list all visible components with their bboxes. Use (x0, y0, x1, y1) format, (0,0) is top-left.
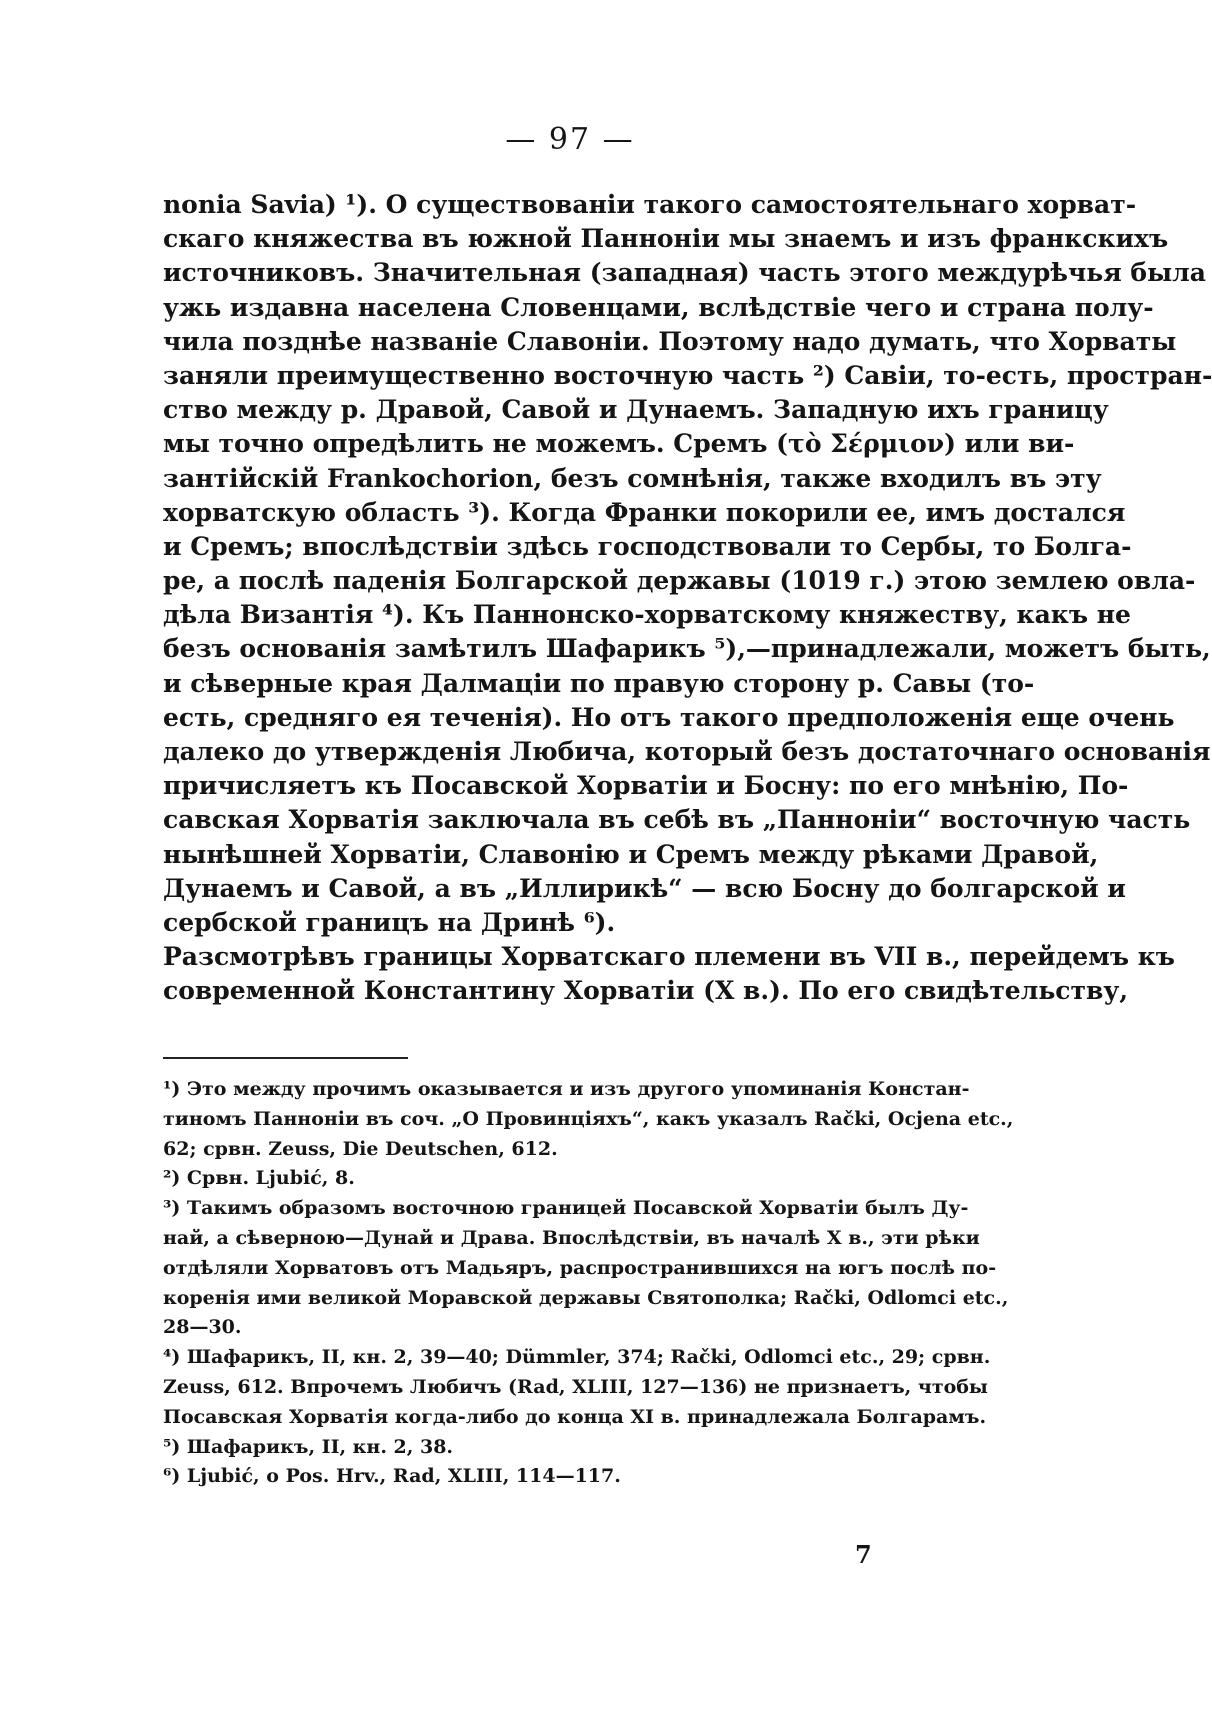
body-line: Разсмотрѣвъ границы Хорватскаго племени въ VII в., перейдемъ къ (163, 942, 1175, 972)
footnote-line: тиномъ Панноніи въ соч. „О Провинціяхъ“, какъ указалъ Rački, Ocjena etc., (163, 1107, 1014, 1130)
footnote-separator (163, 1057, 408, 1059)
body-line: источниковъ. Значительная (западная) часть этого междурѣчья была (163, 258, 1206, 288)
body-line: причисляетъ къ Посавской Хорватіи и Босну: по его мнѣнію, По- (163, 771, 1129, 801)
body-line: безъ основанія замѣтилъ Шафарикъ ⁵),—принадлежали, можетъ быть, (163, 634, 1211, 664)
footnote-line: ⁵) Шафарикъ, II, кн. 2, 38. (163, 1435, 454, 1458)
body-line: нынѣшней Хорватіи, Славонію и Сремъ между рѣками Дравой, (163, 839, 1099, 869)
footnote-line: ²) Срвн. Ljubić, 8. (163, 1167, 355, 1190)
body-line: зантійскій Frankochorion, безъ сомнѣнія, также входилъ въ эту (163, 463, 1102, 493)
body-line: мы точно опредѣлить не можемъ. Сремъ (τὸ Σέρμιον) или ви- (163, 429, 1075, 459)
body-line: Дунаемъ и Савой, а въ „Иллирикѣ“ — всю Босну до болгарской и (163, 873, 1126, 903)
body-line: современной Константину Хорватіи (X в.). По его свидѣтельству, (163, 976, 1129, 1006)
footnotes (163, 1075, 1014, 1492)
footnote-line: коренія ими великой Моравской державы Святополка; Rački, Odlomci etc., (163, 1286, 1009, 1309)
body-line: савская Хорватія заключала въ себѣ въ „Панноніи“ восточную часть (163, 805, 1191, 835)
body-line: скаго княжества въ южной Паннонiи мы знаемъ и изъ франкскихъ (163, 224, 1169, 254)
footnote-line: ³) Такимъ образомъ восточною границей Посавской Хорватіи былъ Ду- (163, 1197, 969, 1220)
body-line: есть, средняго ея теченія). Но отъ такого предположенія еще очень (163, 702, 1175, 732)
body-line: ре, а послѣ паденія Болгарской державы (1019 г.) этою землею овла- (163, 566, 1196, 596)
body-line: далеко до утвержденія Любича, который безъ достаточнаго основанія (163, 737, 1211, 766)
body-line: хорватскую область ³). Когда Франки покорили ее, имъ достался (163, 497, 1126, 527)
footnote-line: ⁶) Ljubić, o Pos. Hrv., Rad, XLIII, 114—117. (163, 1465, 621, 1488)
body-line: ужь издавна населена Словенцами, вслѣдствіе чего и страна полу- (163, 292, 1154, 322)
body-line: чила позднѣе названіе Славоніи. Поэтому надо думать, что Хорваты (163, 326, 1177, 356)
footnote-line: Zeuss, 612. Впрочемъ Любичъ (Rad, XLIII, 127—136) не признаетъ, чтобы (163, 1375, 988, 1398)
footnote-line: отдѣляли Хорватовъ отъ Мадьяръ, распространившихся на югъ послѣ по- (163, 1256, 997, 1279)
main-text (163, 188, 1212, 1009)
body-line: сербской границъ на Дринѣ ⁶). (163, 907, 616, 937)
body-line: и Сремъ; впослѣдствіи здѣсь господствовали то Сербы, то Болга- (163, 531, 1132, 561)
footnote-line: 62; срвн. Zeuss, Die Deutschen, 612. (163, 1137, 558, 1160)
body-line: ство между р. Дравой, Савой и Дунаемъ. Западную ихъ границу (163, 395, 1109, 425)
body-line: и сѣверные края Далмаціи по правую сторону р. Савы (то- (163, 668, 1035, 698)
footnote-line: ¹) Это между прочимъ оказывается и изъ другого упоминанія Констан- (163, 1078, 970, 1100)
footnote-line: Посавская Хорватія когда-либо до конца XI в. принадлежала Болгарамъ. (163, 1405, 987, 1428)
body-line: nonia Savia) ¹). О существованіи такого самостоятельнаго хорват- (163, 190, 1137, 219)
body-line: заняли преимущественно восточную часть ²) Савіи, то-есть, простран- (163, 360, 1212, 390)
body-line: дѣла Византія ⁴). Къ Паннонско-хорватскому княжеству, какъ не (163, 600, 1131, 630)
footnote-line: ⁴) Шафарикъ, II, кн. 2, 39—40; Dümmler, 374; Rački, Odlomci etc., 29; срвн. (163, 1346, 991, 1369)
footnote-line: 28—30. (163, 1316, 242, 1339)
sheet-signature-mark: 7 (855, 1540, 872, 1569)
footnote-line: най, а сѣверною—Дунай и Драва. Впослѣдствіи, въ началѣ X в., эти рѣки (163, 1226, 980, 1249)
page-number: — 97 — (505, 122, 635, 157)
